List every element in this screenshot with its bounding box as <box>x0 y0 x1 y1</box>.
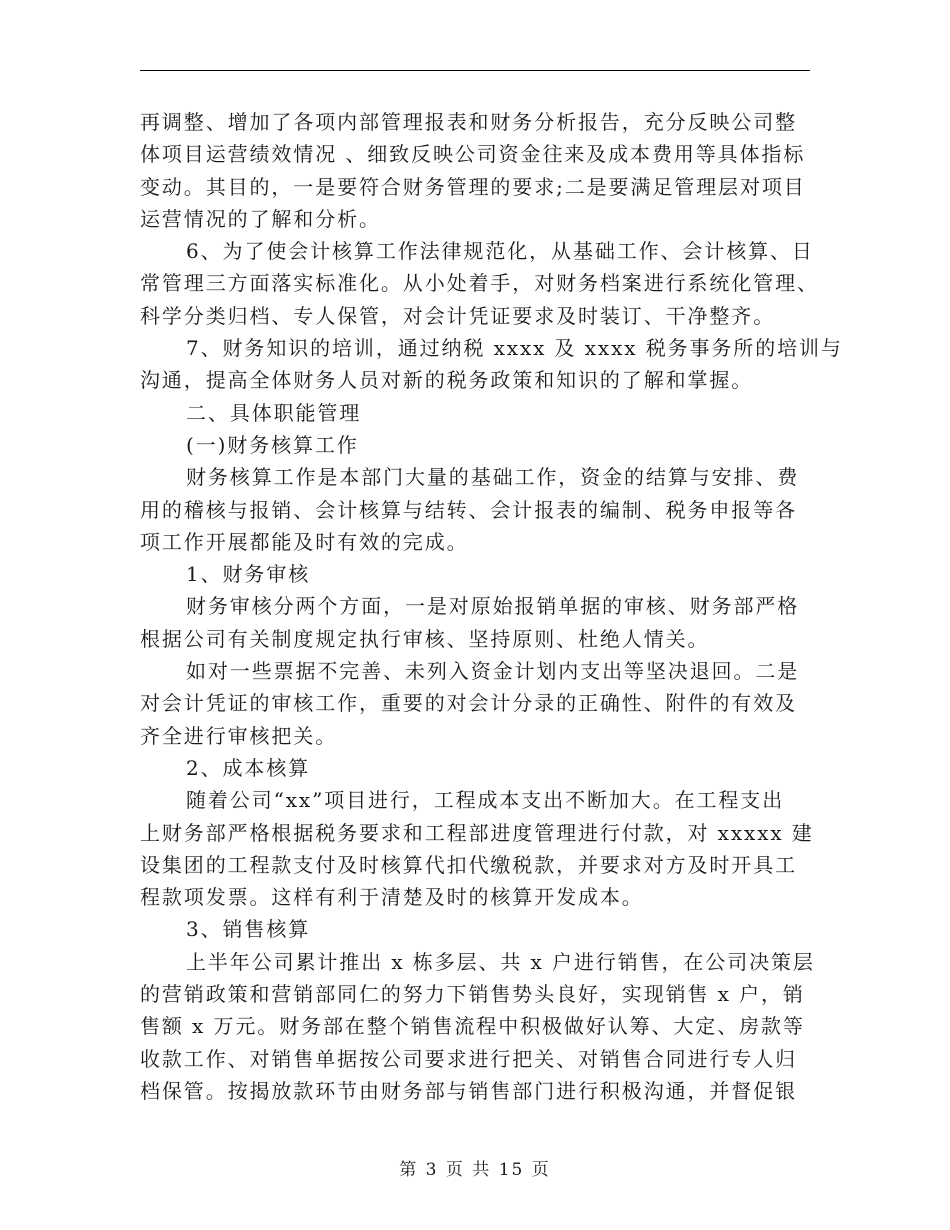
text-line: 随着公司“xx”项目进行，工程成本支出不断加大。在工程支出 <box>186 788 785 813</box>
text-line: 2、成本核算 <box>186 755 311 780</box>
document-body <box>140 106 843 1107</box>
text-line: 上财务部严格根据税务要求和工程部进度管理进行付款，对 xxxxx 建 <box>140 820 814 845</box>
text-line: 财务审核分两个方面，一是对原始报销单据的审核、财务部严格 <box>186 594 800 619</box>
text-line: 收款工作、对销售单据按公司要求进行把关、对销售合同进行专人归 <box>140 1046 797 1071</box>
text-line: 项工作开展都能及时有效的完成。 <box>140 529 469 554</box>
text-line: 售额 x 万元。财务部在整个销售流程中积极做好认筹、大定、房款等 <box>140 1014 805 1039</box>
text-line: 对会计凭证的审核工作，重要的对会计分录的正确性、附件的有效及 <box>140 691 797 716</box>
text-line: 体项目运营绩效情况 、细致反映公司资金往来及成本费用等具体指标 <box>140 142 806 167</box>
text-line: (一)财务核算工作 <box>186 432 359 457</box>
text-line: 变动。其目的，一是要符合财务管理的要求;二是要满足管理层对项目 <box>140 174 806 199</box>
text-line: 上半年公司累计推出 x 栋多层、共 x 户进行销售，在公司决策层 <box>186 949 815 974</box>
text-line: 设集团的工程款支付及时核算代扣代缴税款，并要求对方及时开具工 <box>140 852 797 877</box>
text-line: 档保管。按揭放款环节由财务部与销售部门进行积极沟通，并督促银 <box>140 1078 797 1103</box>
text-line: 6、为了使会计核算工作法律规范化，从基础工作、会计核算、日 <box>186 239 814 264</box>
text-line: 3、销售核算 <box>186 917 311 942</box>
text-line: 财务核算工作是本部门大量的基础工作，资金的结算与安排、费 <box>186 465 800 490</box>
text-line: 7、财务知识的培训，通过纳税 xxxx 及 xxxx 税务事务所的培训与 <box>186 336 843 361</box>
header-rule <box>140 70 810 71</box>
text-line: 沟通，提高全体财务人员对新的税务政策和知识的了解和掌握。 <box>140 368 754 393</box>
text-line: 1、财务审核 <box>186 562 311 587</box>
text-line: 齐全进行审核把关。 <box>140 723 338 748</box>
text-line: 的营销政策和营销部同仁的努力下销售势头良好，实现销售 x 户，销 <box>140 982 805 1007</box>
text-line: 二、具体职能管理 <box>186 400 362 425</box>
text-line: 程款项发票。这样有利于清楚及时的核算开发成本。 <box>140 885 644 910</box>
text-line: 如对一些票据不完善、未列入资金计划内支出等坚决退回。二是 <box>186 659 800 684</box>
text-line: 用的稽核与报销、会计核算与结转、会计报表的编制、税务申报等各 <box>140 497 797 522</box>
text-line: 常管理三方面落实标准化。从小处着手，对财务档案进行系统化管理、 <box>140 271 819 296</box>
text-line: 科学分类归档、专人保管，对会计凭证要求及时装订、干净整齐。 <box>140 303 776 328</box>
text-line: 根据公司有关制度规定执行审核、坚持原则、杜绝人情关。 <box>140 626 710 651</box>
text-line: 再调整、增加了各项内部管理报表和财务分析报告，充分反映公司整 <box>140 110 797 134</box>
text-line: 运营情况的了解和分析。 <box>140 206 381 231</box>
page-footer: 第 3 页 共 15 页 <box>399 1160 551 1180</box>
